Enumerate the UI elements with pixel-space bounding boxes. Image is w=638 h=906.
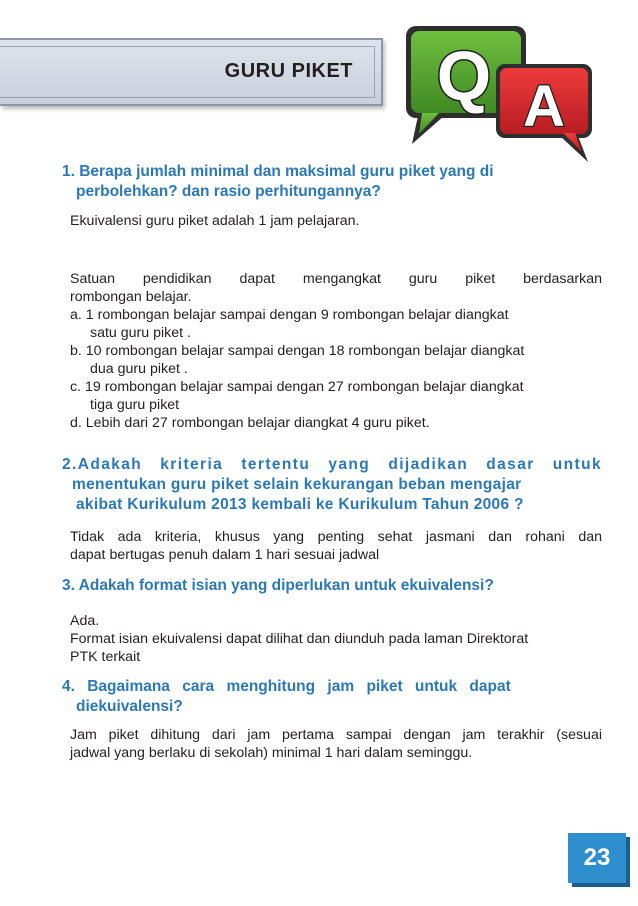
answer-2-line1: Tidak ada kriteria, khusus yang penting sehat jasmani dan rohani dan: [70, 529, 602, 545]
title-banner: [0, 38, 383, 106]
answer-3: [70, 612, 602, 666]
question-4-title: [62, 677, 562, 717]
question-4-line1: 4. Bagaimana cara menghitung jam piket untuk dapat: [62, 678, 511, 695]
question-1-line2: perbolehkan? dan rasio perhitungannya?: [76, 183, 381, 200]
question-2-title: [62, 455, 602, 515]
page-number-badge: [568, 833, 626, 883]
answer-2: [70, 528, 602, 564]
question-1-title: [62, 162, 582, 202]
answer-1-para-line2: rombongan belajar.: [70, 289, 192, 305]
page-number: 23: [583, 844, 611, 871]
list-item: tiga guru piket: [90, 397, 180, 413]
answer-4: [70, 726, 602, 762]
list-item: satu guru piket .: [90, 325, 191, 341]
a-bubble-icon: [496, 64, 592, 162]
question-3-title: 3. Adakah format isian yang diperlukan untuk ekuivalensi?: [62, 577, 494, 594]
answer-4-line1: Jam piket dihitung dari jam pertama sampai dengan jam terakhir (sesuai: [70, 727, 602, 743]
list-item: dua guru piket .: [90, 361, 188, 377]
list-item: d. Lebih dari 27 rombongan belajar diangkat 4 guru piket.: [70, 415, 430, 431]
question-4-line2: diekuivalensi?: [76, 698, 183, 715]
page-title: GURU PIKET: [224, 60, 353, 82]
question-2-line1: 2.Adakah kriteria tertentu yang dijadikan dasar untuk: [62, 456, 602, 473]
question-1-line1: 1. Berapa jumlah minimal dan maksimal guru piket yang di: [62, 163, 494, 180]
list-item: b. 10 rombongan belajar sampai dengan 18 rombongan belajar diangkat: [70, 343, 525, 359]
answer-3-line1: Ada.: [70, 613, 100, 629]
list-item: a. 1 rombongan belajar sampai dengan 9 rombongan belajar diangkat: [70, 307, 509, 323]
answer-4-line2: jadwal yang berlaku di sekolah) minimal 1 hari dalam seminggu.: [70, 745, 473, 761]
answer-3-line3: PTK terkait: [70, 649, 141, 665]
answer-3-line2: Format isian ekuivalensi dapat dilihat dan diunduh pada laman Direktorat: [70, 631, 529, 647]
answer-1-para-line1: Satuan pendidikan dapat mengangkat guru piket berdasarkan: [70, 271, 602, 287]
question-2-line3: akibat Kurikulum 2013 kembali ke Kurikulum Tahun 2006 ?: [76, 496, 524, 513]
logo-a-letter: A: [523, 74, 565, 139]
question-2-line2: menentukan guru piket selain kekurangan beban mengajar: [72, 476, 522, 493]
answer-1-intro: Ekuivalensi guru piket adalah 1 jam pelajaran.: [70, 213, 360, 229]
answer-1-body: [70, 270, 602, 432]
logo-q-letter: Q: [436, 37, 492, 115]
qa-logo-icon: [392, 16, 604, 168]
answer-2-line2: dapat bertugas penuh dalam 1 hari sesuai jadwal: [70, 547, 380, 563]
list-item: c. 19 rombongan belajar sampai dengan 27 rombongan belajar diangkat: [70, 379, 524, 395]
